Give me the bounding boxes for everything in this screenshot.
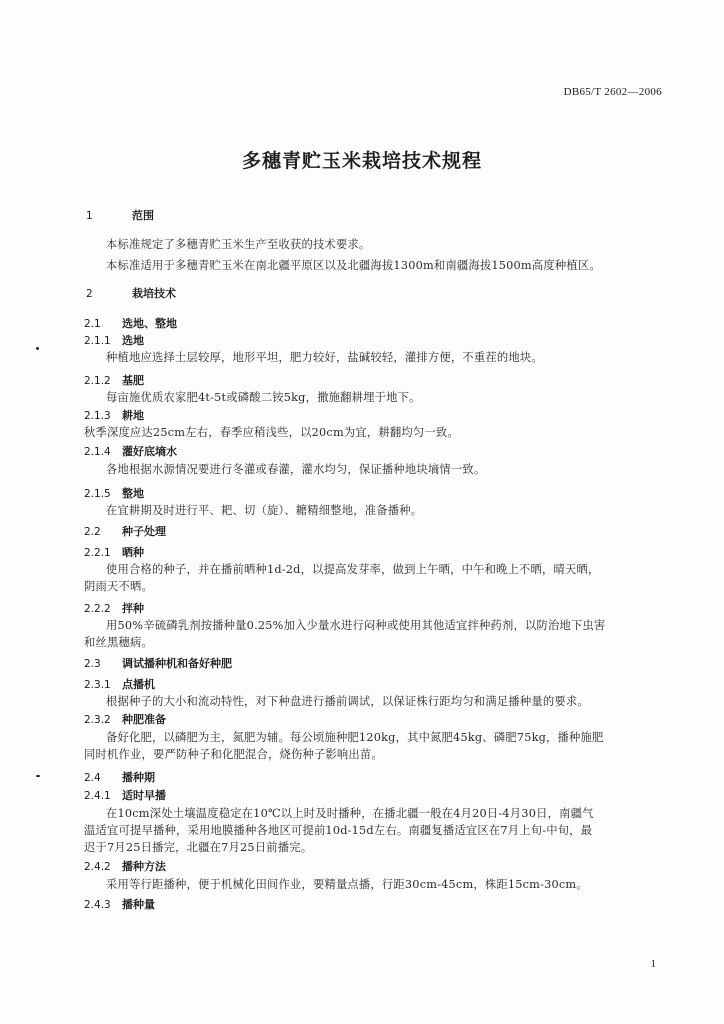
section-heading [84,317,177,331]
section-heading [84,409,144,423]
standard-code: DB65/T 2602—2006 [563,86,662,98]
section-heading [84,898,155,912]
section-heading [84,487,144,501]
scan-speck [36,775,40,777]
section-number: 2.1 [84,318,101,330]
section-title: 基肥 [122,374,144,387]
paragraph-line: 根据种子的大小和流动特性，对下种盘进行播前调试，以保证株行距均匀和满足播种量的要求。 [106,695,589,708]
document-title: 多穗青贮玉米栽培技术规程 [241,150,482,172]
section-heading [84,546,144,560]
section-title: 播种期 [122,771,155,784]
section-number: 2.2.1 [84,547,111,559]
section-heading [84,374,144,388]
section-title: 点播机 [122,678,155,691]
section-number: 2.1.5 [84,488,111,500]
paragraph-line: 使用合格的种子，并在播前晒种1d-2d，以提高发芽率，做到上午晒，中午和晚上不晒，晴天晒， [106,563,600,576]
section-heading [84,789,166,803]
section-title: 灌好底墒水 [122,445,177,458]
section-title: 范围 [132,209,154,222]
paragraph-line: 各地根据水源情况要进行冬灌或春灌，灌水均匀，保证播种地块墒情一致。 [106,463,486,476]
section-number: 2 [86,288,93,300]
paragraph-line: 本标准规定了多穗青贮玉米生产至收获的技术要求。 [106,238,371,251]
section-number: 2.4.2 [84,861,111,873]
section-heading [84,525,166,539]
paragraph-line: 采用等行距播种，便于机械化田间作业，要精量点播，行距30cm-45cm，株距15cm-30cm。 [106,878,588,891]
paragraph-line: 备好化肥，以磷肥为主，氮肥为辅。每公顷施种肥120kg，其中氮肥45kg、磷肥75kg，播种施肥 [106,731,604,744]
section-heading [84,860,166,874]
paragraph-line: 同时机作业，要严防种子和化肥混合，烧伤种子影响出苗。 [84,748,383,761]
paragraph-line: 温适宜可提早播种，采用地膜播种各地区可提前10d-15d左右。南疆复播适宜区在7月上旬-中旬，最 [84,824,593,837]
section-title: 种肥准备 [122,713,166,726]
section-title: 调试播种机和备好种肥 [122,657,232,670]
section-title: 整地 [122,487,144,500]
section-number: 2.3.2 [84,714,111,726]
paragraph-line: 秋季深度应达25cm左右，春季应稍浅些，以20cm为宜，耕翻均匀一致。 [84,426,459,439]
section-title: 适时早播 [122,789,166,802]
section-number: 2.3 [84,658,101,670]
section-number: 2.4 [84,772,101,784]
scan-speck [36,347,39,350]
section-number: 1 [86,210,93,222]
section-number: 2.1.4 [84,446,111,458]
section-title: 选地 [122,334,144,347]
section-heading [84,602,144,616]
section-heading [84,678,155,692]
paragraph-line: 和丝黑穗病。 [84,636,153,649]
paragraph-line: 在10cm深处土壤温度稳定在10℃以上时及时播种，在播北疆一般在4月20日-4月30日，南疆气 [106,807,594,820]
section-title: 选地、整地 [122,317,177,330]
page-number: 1 [650,958,656,970]
section-heading [84,771,155,785]
paragraph-line: 本标准适用于多穗青贮玉米在南北疆平原区以及北疆海拔1300m和南疆海拔1500m高度种植区。 [106,259,601,272]
section-title: 拌种 [122,602,144,615]
section-heading [84,445,177,459]
section-number: 2.1.1 [84,335,111,347]
section-title: 耕地 [122,409,144,422]
section-title: 栽培技术 [132,287,176,300]
paragraph-line: 迟于7月25日播完，北疆在7月25日前播完。 [84,841,313,854]
section-number: 2.1.2 [84,375,111,387]
section-heading [86,209,154,223]
paragraph-line: 每亩施优质农家肥4t-5t或磷酸二铵5kg，撒施翻耕埋于地下。 [106,391,421,404]
paragraph-line: 种植地应选择土层较厚，地形平坦，肥力较好，盐碱较轻，灌排方便，不重茬的地块。 [106,351,543,364]
section-number: 2.2.2 [84,603,111,615]
paragraph-line: 阴雨天不晒。 [84,580,153,593]
section-title: 种子处理 [122,525,166,538]
section-title: 晒种 [122,546,144,559]
section-heading [84,713,166,727]
section-heading [84,334,144,348]
section-title: 播种方法 [122,860,166,873]
section-number: 2.3.1 [84,679,111,691]
section-title: 播种量 [122,898,155,911]
section-heading [86,287,176,301]
section-heading [84,657,232,671]
paragraph-line: 在宜耕期及时进行平、耙、切（旋）、耱精细整地，准备播种。 [106,504,423,517]
section-number: 2.4.3 [84,899,111,911]
section-number: 2.1.3 [84,410,111,422]
paragraph-line: 用50%辛硫磷乳剂按播种量0.25%加入少量水进行闷种或使用其他适宜拌种药剂，以防治地下虫害 [106,619,606,632]
section-number: 2.2 [84,526,101,538]
section-number: 2.4.1 [84,790,111,802]
